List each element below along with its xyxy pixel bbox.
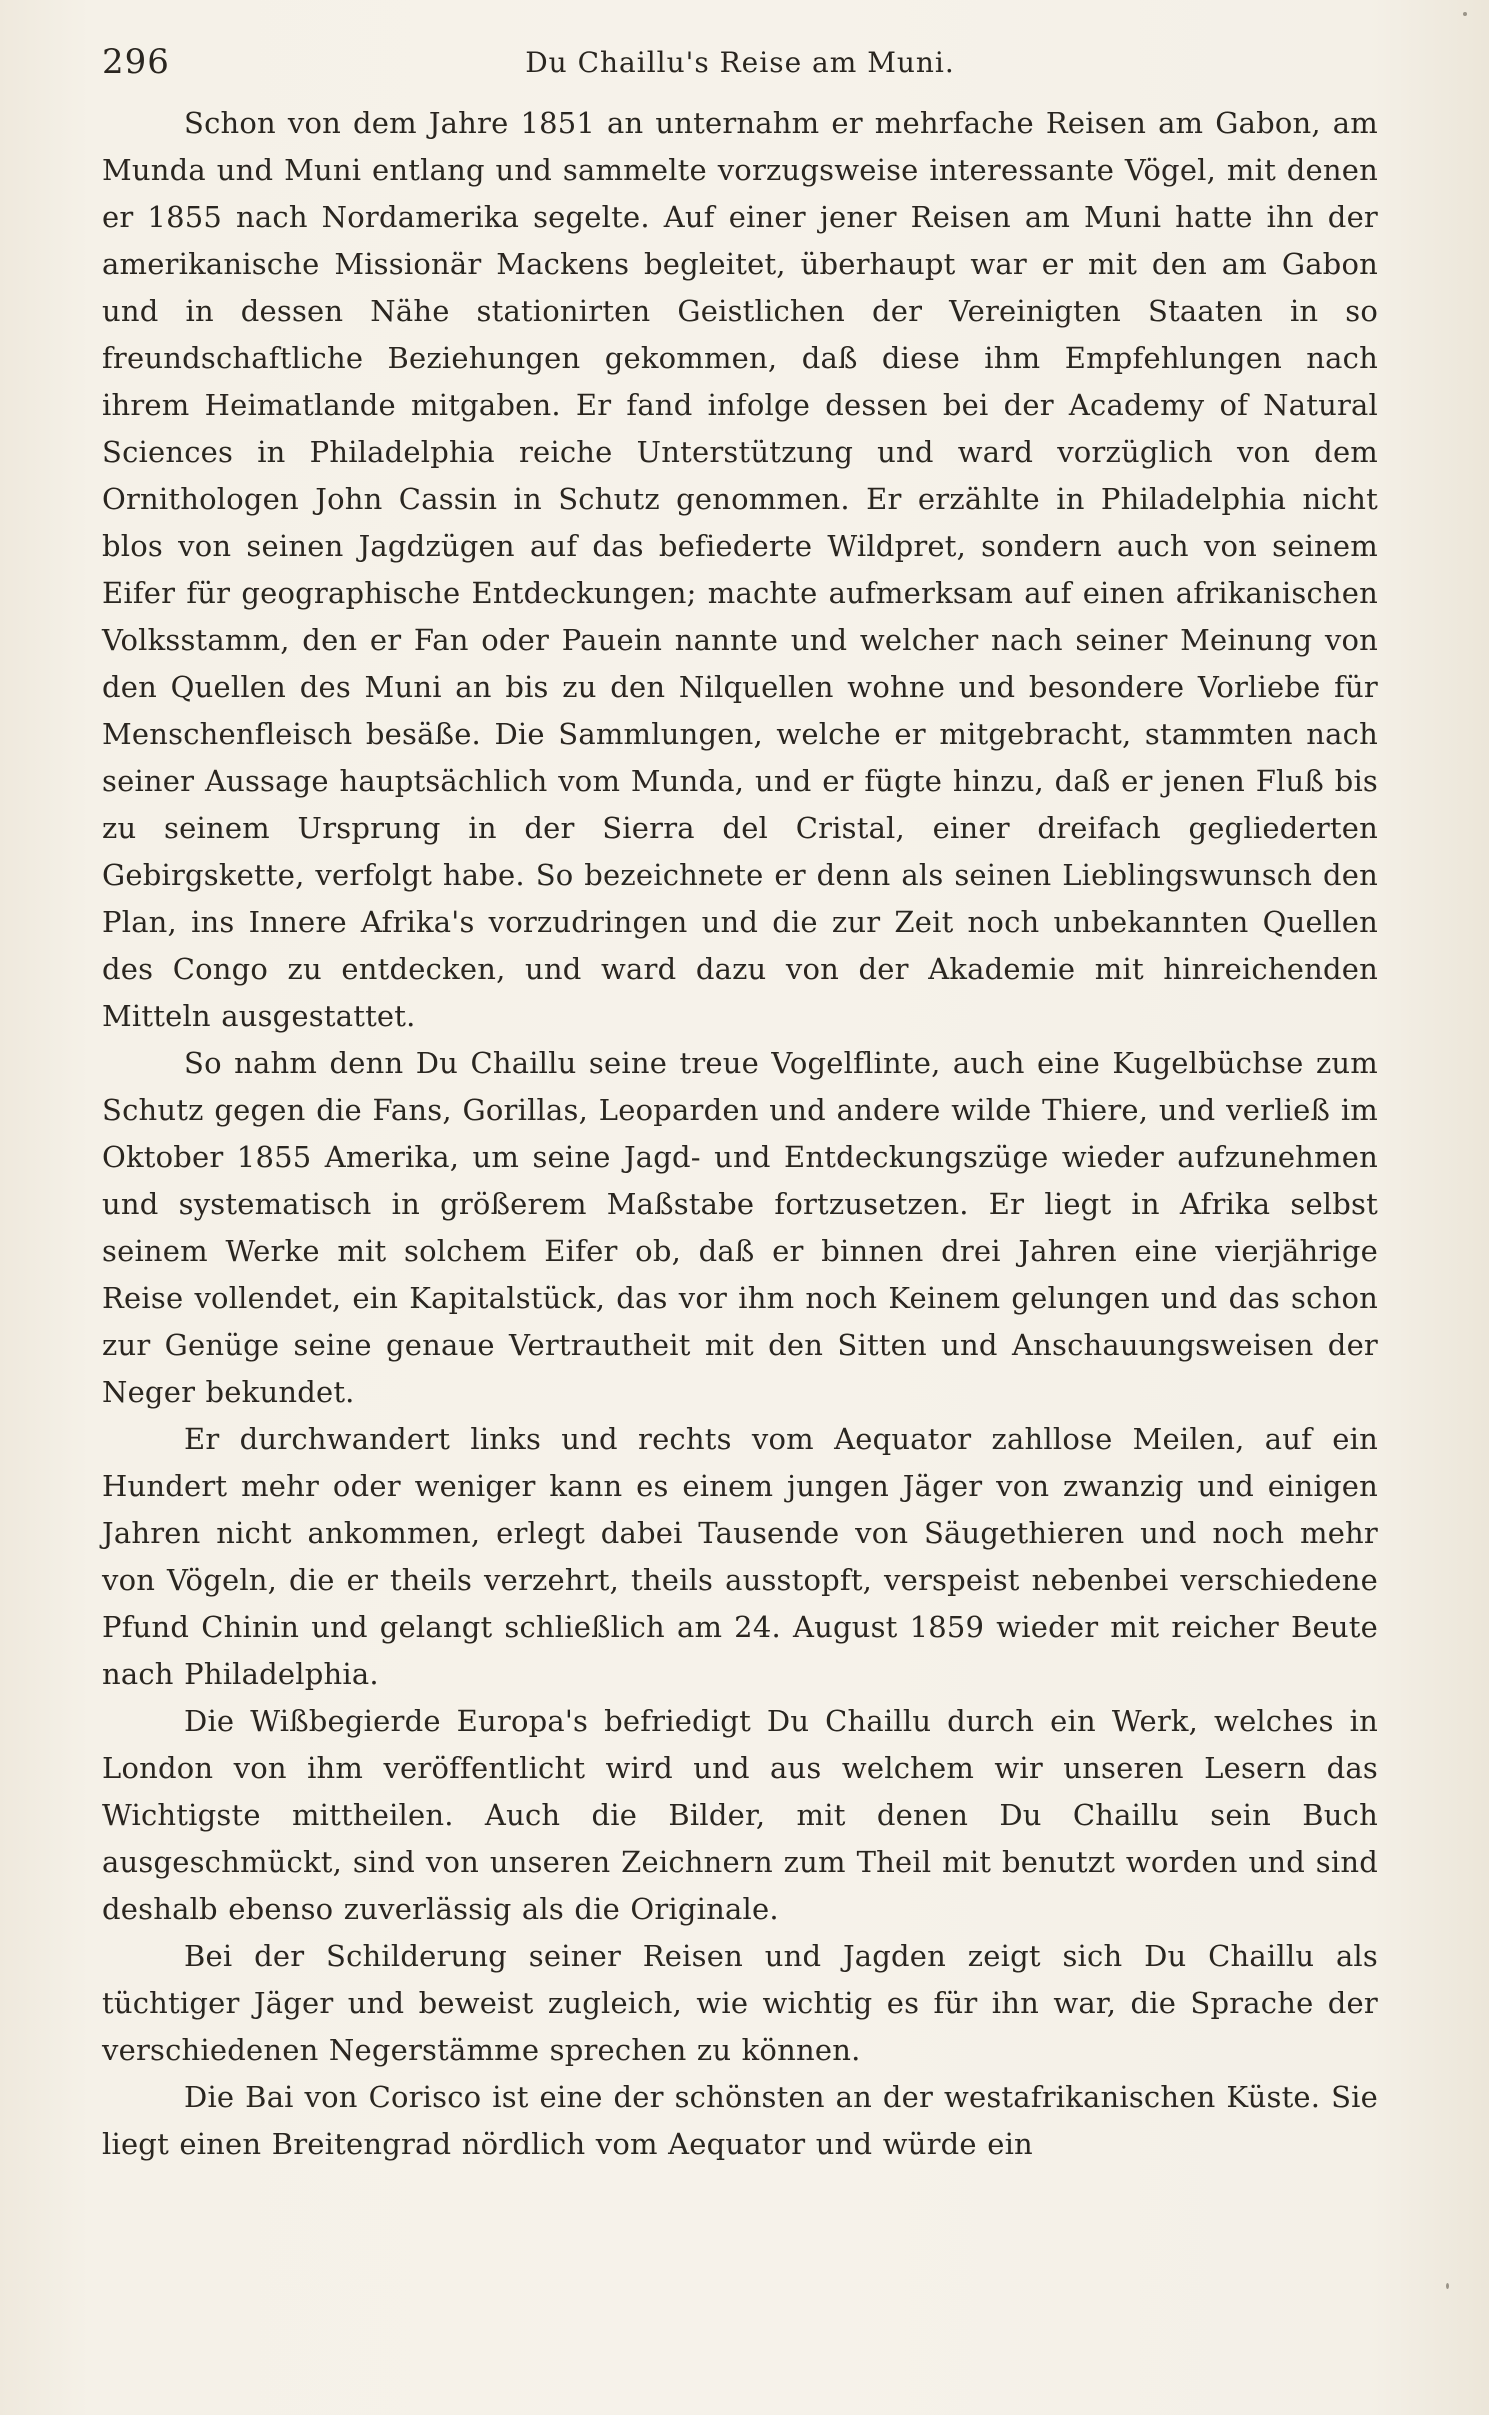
paragraph: Die Bai von Corisco ist eine der schönsten an der westafrikanischen Küste. Sie liegt einen Breitengrad nördlich vom Aequator und würde ein	[102, 2080, 1378, 2161]
body-text	[102, 100, 1378, 2168]
paragraph: Er durchwandert links und rechts vom Aequator zahllose Meilen, auf ein Hundert mehr oder weniger kann es einem jungen Jäger von zwanzig und einigen Jahren nicht ankommen, erlegt dabei Tausende von Säugethieren und noch mehr von Vögeln, die er theils verzehrt, theils ausstopft, verspeist nebenbei verschiedene Pfund Chinin und gelangt schließlich am 24. August 1859 wieder mit reicher Beute nach Philadelphia.	[102, 1422, 1378, 1691]
running-title: Du Chaillu's Reise am Muni.	[525, 46, 955, 79]
running-header	[102, 42, 1378, 82]
paragraph: Schon von dem Jahre 1851 an unternahm er mehrfache Reisen am Gabon, am Munda und Muni entlang und sammelte vorzugsweise interessante Vögel, mit denen er 1855 nach Nordamerika segelte. Auf einer jener Reisen am Muni hatte ihn der amerikanische Missionär Mackens begleitet, überhaupt war er mit den am Gabon und in dessen Nähe stationirten Geistlichen der Vereinigten Staaten in so freundschaftliche Beziehungen gekommen, daß diese ihm Empfehlungen nach ihrem Heimatlande mitgaben. Er fand infolge dessen bei der Academy of Natural Sciences in Philadelphia reiche Unterstützung und ward vorzüglich von dem Ornithologen John Cassin in Schutz genommen. Er erzählte in Philadelphia nicht blos von seinen Jagdzügen auf das befiederte Wildpret, sondern auch von seinem Eifer für geographische Entdeckungen; machte aufmerksam auf einen afrikanischen Volksstamm, den er Fan oder Pauein nannte und welcher nach seiner Meinung von den Quellen des Muni an bis zu den Nilquellen wohne und besondere Vorliebe für Menschenfleisch besäße. Die Sammlungen, welche er mitgebracht, stammten nach seiner Aussage hauptsächlich vom Munda, und er fügte hinzu, daß er jenen Fluß bis zu seinem Ursprung in der Sierra del Cristal, einer dreifach gegliederten Gebirgskette, verfolgt habe. So bezeichnete er denn als seinen Lieblingswunsch den Plan, ins Innere Afrika's vorzudringen und die zur Zeit noch unbekannten Quellen des Congo zu entdecken, und ward dazu von der Akademie mit hinreichenden Mitteln ausgestattet.	[102, 106, 1378, 1033]
paragraph: Bei der Schilderung seiner Reisen und Jagden zeigt sich Du Chaillu als tüchtiger Jäger und beweist zugleich, wie wichtig es für ihn war, die Sprache der verschiedenen Negerstämme sprechen zu können.	[102, 1939, 1378, 2067]
paragraph: So nahm denn Du Chaillu seine treue Vogelflinte, auch eine Kugelbüchse zum Schutz gegen die Fans, Gorillas, Leoparden und andere wilde Thiere, und verließ im Oktober 1855 Amerika, um seine Jagd- und Entdeckungszüge wieder aufzunehmen und systematisch in größerem Maßstabe fortzusetzen. Er liegt in Afrika selbst seinem Werke mit solchem Eifer ob, daß er binnen drei Jahren eine vierjährige Reise vollendet, ein Kapitalstück, das vor ihm noch Keinem gelungen und das schon zur Genüge seine genaue Vertrautheit mit den Sitten und Anschauungsweisen der Neger bekundet.	[102, 1046, 1378, 1409]
paragraph: Die Wißbegierde Europa's befriedigt Du Chaillu durch ein Werk, welches in London von ihm veröffentlicht wird und aus welchem wir unseren Lesern das Wichtigste mittheilen. Auch die Bilder, mit denen Du Chaillu sein Buch ausgeschmückt, sind von unseren Zeichnern zum Theil mit benutzt worden und sind deshalb ebenso zuverlässig als die Originale.	[102, 1704, 1378, 1926]
print-speck	[1446, 2283, 1449, 2289]
print-speck	[1463, 12, 1467, 16]
page-number: 296	[102, 42, 170, 82]
